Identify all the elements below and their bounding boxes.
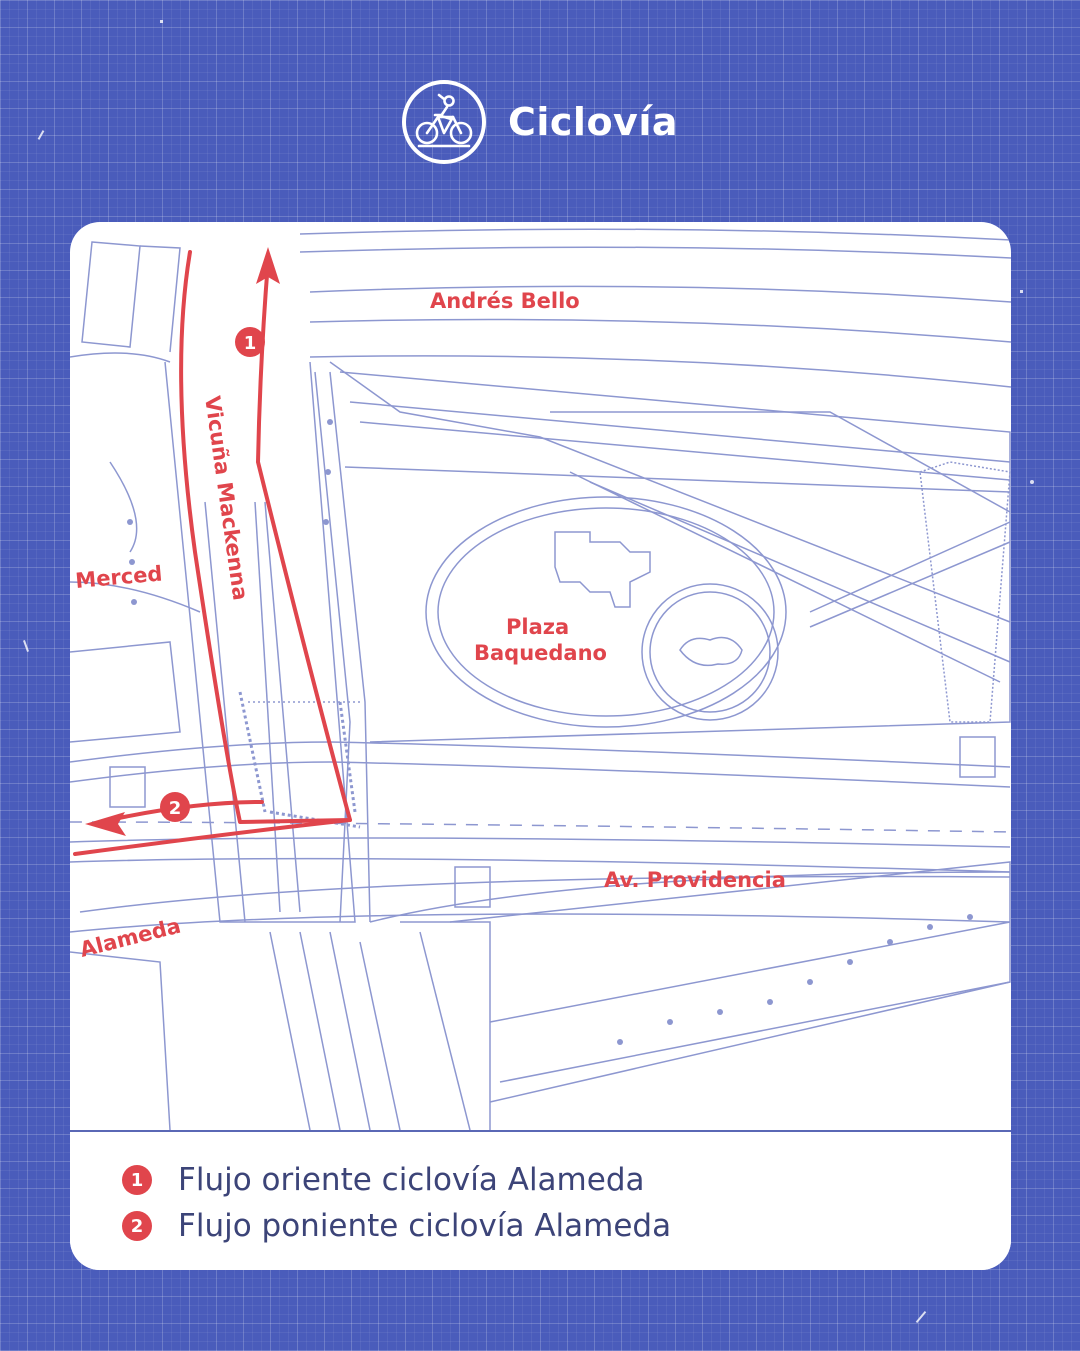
map-area	[70, 222, 1011, 1130]
label-baquedano: Baquedano	[474, 641, 607, 665]
decorative-speck	[1020, 290, 1023, 293]
label-vicuna-mackenna: Vicuña Mackenna	[200, 394, 253, 602]
cyclist-icon	[402, 80, 486, 164]
map-card	[70, 222, 1011, 1270]
blueprint-map	[70, 222, 1011, 1130]
blueprint-lines	[70, 229, 1011, 1130]
page-title: Ciclovía	[507, 100, 678, 144]
decorative-speck	[916, 1311, 927, 1323]
legend-label: Flujo poniente ciclovía Alameda	[178, 1208, 672, 1244]
arrow-west-icon	[85, 812, 126, 836]
label-andres-bello: Andrés Bello	[430, 289, 580, 313]
route-marker-1-number: 1	[243, 333, 257, 354]
route-marker-1	[235, 327, 265, 357]
label-merced: Merced	[74, 561, 164, 593]
legend-number-badge: 1	[122, 1165, 152, 1195]
legend-item	[122, 1208, 671, 1244]
legend-number-badge: 2	[122, 1211, 152, 1241]
legend-label: Flujo oriente ciclovía Alameda	[178, 1162, 645, 1198]
decorative-speck	[23, 640, 29, 652]
legend	[70, 1130, 1011, 1270]
header	[0, 80, 1080, 164]
cycle-routes	[75, 252, 350, 854]
label-plaza: Plaza	[506, 615, 570, 639]
decorative-speck	[160, 20, 163, 23]
route-marker-2	[160, 792, 190, 822]
label-alameda: Alameda	[77, 913, 184, 962]
route-marker-2-number: 2	[168, 798, 182, 819]
decorative-speck	[1030, 480, 1034, 484]
blueprint-dots	[127, 419, 973, 1045]
legend-item	[122, 1162, 645, 1198]
label-av-providencia: Av. Providencia	[604, 868, 786, 892]
